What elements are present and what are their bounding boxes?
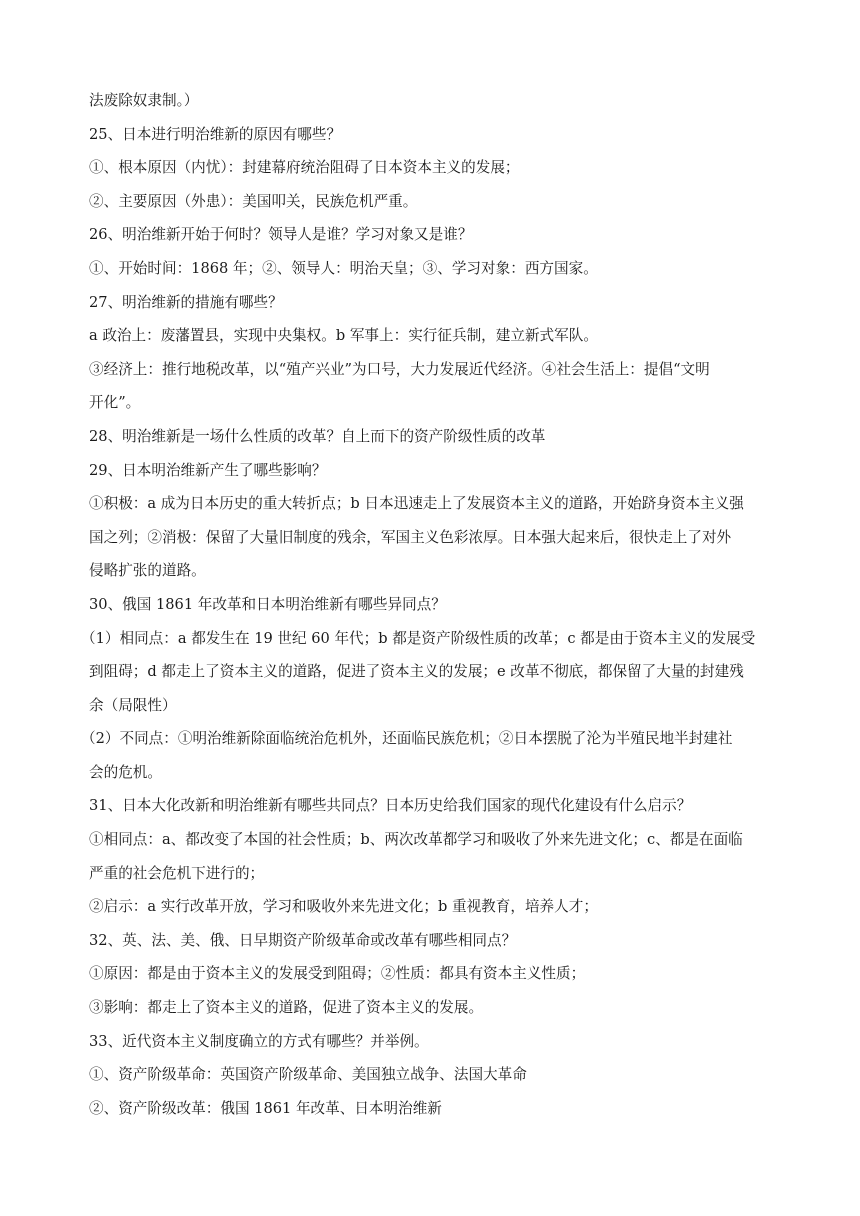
question-28-heading: 28、明治维新是一场什么性质的改革？自上而下的资产阶级性质的改革 — [89, 427, 546, 445]
text-line: ③经济上：推行地税改革，以“殖产兴业”为口号，大力发展近代经济。④社会生活上：提倡“文明 — [89, 360, 710, 378]
document-body — [81, 84, 789, 1125]
text-line: ①积极：a 成为日本历史的重大转折点；b 日本迅速走上了发展资本主义的道路，开始跻身资本主义强 — [89, 495, 744, 513]
question-30-heading: 30、俄国 1861 年改革和日本明治维新有哪些异同点？ — [89, 595, 446, 613]
text-line: ②启示：a 实行改革开放，学习和吸收外来先进文化；b 重视教育，培养人才； — [89, 898, 598, 916]
question-25-heading: 25、日本进行明治维新的原因有哪些？ — [89, 125, 342, 143]
question-31-heading: 31、日本大化改新和明治维新有哪些共同点？日本历史给我们国家的现代化建设有什么启示？ — [89, 797, 692, 815]
text-line: ①原因：都是由于资本主义的发展受到阻碍；②性质：都具有资本主义性质； — [89, 965, 586, 983]
text-line: 侵略扩张的道路。 — [89, 562, 206, 580]
text-line: （2）不同点：①明治维新除面临统治危机外，还面临民族危机；②日本摆脱了沦为半殖民地半封建社 — [81, 730, 733, 748]
text-line: 到阻碍；d 都走上了资本主义的道路，促进了资本主义的发展；e 改革不彻底，都保留了大量的封建残 — [89, 663, 744, 681]
text-line: 国之列；②消极：保留了大量旧制度的残余，军国主义色彩浓厚。日本强大起来后，很快走上了对外 — [89, 528, 732, 546]
text-line: 开化”。 — [89, 394, 141, 412]
text-line: ③影响：都走上了资本主义的道路，促进了资本主义的发展。 — [89, 999, 484, 1017]
question-33-heading: 33、近代资本主义制度确立的方式有哪些？并举例。 — [89, 1032, 429, 1050]
text-line: ②、主要原因（外患）：美国叩关，民族危机严重。 — [89, 192, 418, 210]
question-32-heading: 32、英、法、美、俄、日早期资产阶级革命或改革有哪些相同点？ — [89, 931, 517, 949]
text-line: ①相同点：a、都改变了本国的社会性质；b、两次改革都学习和吸收了外来先进文化；c、都是在面临 — [89, 831, 743, 849]
text-line: 严重的社会危机下进行的； — [89, 864, 265, 882]
text-line: ①、资产阶级革命：英国资产阶级革命、美国独立战争、法国大革命 — [89, 1066, 527, 1084]
text-line: 法废除奴隶制。） — [89, 92, 199, 109]
text-line: 会的危机。 — [89, 763, 162, 781]
question-26-heading: 26、明治维新开始于何时？领导人是谁？学习对象又是谁？ — [89, 226, 473, 244]
text-line: a 政治上：废藩置县，实现中央集权。b 军事上：实行征兵制，建立新式军队。 — [89, 327, 598, 345]
text-line: ②、资产阶级改革：俄国 1861 年改革、日本明治维新 — [89, 1099, 442, 1117]
question-29-heading: 29、日本明治维新产生了哪些影响？ — [89, 461, 327, 479]
text-line: 余（局限性） — [89, 696, 177, 714]
text-line: ①、根本原因（内忧）：封建幕府统治阻碍了日本资本主义的发展； — [89, 159, 520, 177]
text-line: （1）相同点：a 都发生在 19 世纪 60 年代；b 都是资产阶级性质的改革；c 都是由于资本主义的发展受 — [81, 629, 756, 647]
question-27-heading: 27、明治维新的措施有哪些？ — [89, 293, 283, 311]
text-line: ①、开始时间：1868 年；②、领导人：明治天皇；③、学习对象：西方国家。 — [89, 259, 598, 277]
